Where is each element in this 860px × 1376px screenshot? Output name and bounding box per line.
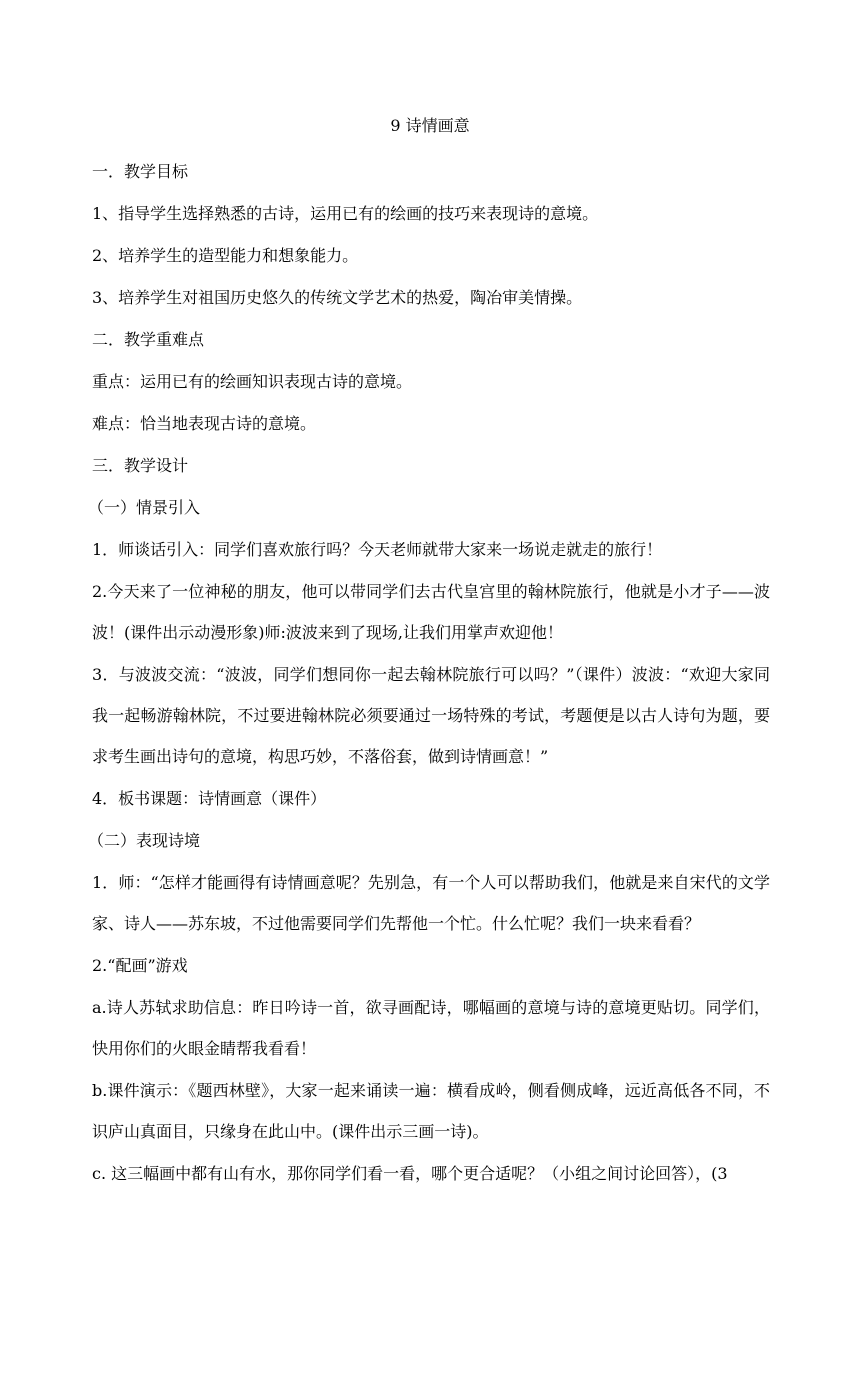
- paragraph: a.诗人苏轼求助信息：昨日吟诗一首，欲寻画配诗，哪幅画的意境与诗的意境更贴切。同学们，快用你们的火眼金睛帮我看看！: [92, 998, 770, 1058]
- section-heading-design: 三．教学设计: [92, 456, 189, 475]
- paragraph: 1．师：“怎样才能画得有诗情画意呢？先别急，有一个人可以帮助我们，他就是来自宋代的文学家、诗人——苏东坡，不过他需要同学们先帮他一个忙。什么忙呢？我们一块来看看？: [92, 873, 770, 933]
- paragraph: 3、培养学生对祖国历史悠久的传统文学艺术的热爱，陶冶审美情操。: [92, 288, 583, 307]
- paragraph: 2、培养学生的造型能力和想象能力。: [92, 246, 359, 265]
- paragraph: b.课件演示：《题西林壁》，大家一起来诵读一遍：横看成岭，侧看侧成峰，远近高低各不同，不识庐山真面目，只缘身在此山中。(课件出示三画一诗)。: [92, 1081, 770, 1141]
- paragraph: c. 这三幅画中都有山有水，那你同学们看一看，哪个更合适呢？（小组之间讨论回答），(3: [92, 1164, 728, 1183]
- section-heading-key-points: 二．教学重难点: [92, 330, 205, 349]
- paragraph: 1．师谈话引入：同学们喜欢旅行吗？今天老师就带大家来一场说走就走的旅行！: [92, 540, 663, 559]
- document-title: 9 诗情画意: [390, 116, 470, 135]
- paragraph: 3．与波波交流：“波波，同学们想同你一起去翰林院旅行可以吗？”（课件）波波：“欢迎大家同我一起畅游翰林院，不过要进翰林院必须要通过一场特殊的考试，考题便是以古人诗句为题，要求考生画出诗句的意境，构思巧妙，不落俗套，做到诗情画意！”: [92, 665, 770, 766]
- paragraph: 4．板书课题：诗情画意（课件）: [92, 789, 327, 808]
- paragraph: 2.“配画”游戏: [92, 956, 188, 975]
- paragraph: 重点：运用已有的绘画知识表现古诗的意境。: [92, 372, 413, 391]
- paragraph: 1、指导学生选择熟悉的古诗，运用已有的绘画的技巧来表现诗的意境。: [92, 204, 599, 223]
- paragraph: 2.今天来了一位神秘的朋友，他可以带同学们去古代皇宫里的翰林院旅行，他就是小才子——波波！(课件出示动漫形象)师:波波来到了现场,让我们用掌声欢迎他！: [92, 582, 770, 642]
- subsection-heading: （二）表现诗境: [88, 831, 201, 850]
- paragraph: 难点：恰当地表现古诗的意境。: [92, 414, 317, 433]
- document-body: [88, 159, 770, 1203]
- subsection-heading: （一）情景引入: [88, 498, 201, 517]
- section-heading-objectives: 一．教学目标: [92, 162, 189, 181]
